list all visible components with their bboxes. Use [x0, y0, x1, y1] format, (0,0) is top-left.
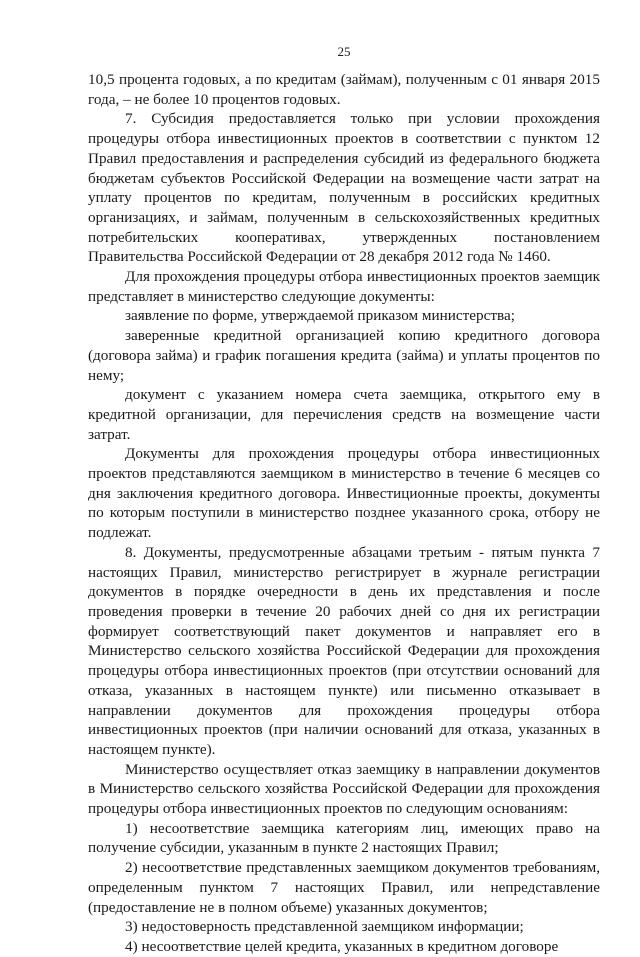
page-number: 25	[337, 44, 351, 59]
paragraph-deadline: Документы для прохождения процедуры отбора инвестиционных проектов представляются заемщиком в министерство в течение 6 месяцев со дня заключения кредитного договора. Инвестиционные проекты, документы по которым поступили в министерство позднее указанного срока, отбору не подлежат.	[88, 445, 600, 542]
document-body	[88, 70, 600, 957]
list-item-1: 1) несоответствие заемщика категориям лиц, имеющих право на получение субсидии, указанным в пункте 2 настоящих Правил;	[88, 819, 600, 857]
list-item-4: 4) несоответствие целей кредита, указанных в кредитном договоре	[125, 937, 559, 955]
paragraph-continuation: 10,5 процента годовых, а по кредитам (займам), полученным с 01 января 2015 года, – не более 10 процентов годовых.	[88, 71, 600, 108]
paragraph-documents-intro: Для прохождения процедуры отбора инвестиционных проектов заемщик представляет в министерство следующие документы:	[88, 268, 600, 305]
paragraph-refusal-grounds: Министерство осуществляет отказ заемщику в направлении документов в Министерство сельского хозяйства Российской Федерации для прохождения процедуры отбора инвестиционных проектов по следующим основаниям:	[88, 760, 600, 818]
paragraph-loan-copy: заверенные кредитной организацией копию кредитного договора (договора займа) и график погашения кредита (займа) и уплаты процентов по нему;	[88, 327, 600, 384]
paragraph-application: заявление по форме, утверждаемой приказом министерства;	[125, 307, 515, 325]
list-item-3: 3) недостоверность представленной заемщиком информации;	[125, 918, 524, 936]
paragraph-item-8: 8. Документы, предусмотренные абзацами третьим - пятым пункта 7 настоящих Правил, министерство регистрирует в журнале регистрации документов в порядке очередности в день их представления и после проведения проверки в течение 20 рабочих дней со дня их регистрации формирует соответствующий пакет документов и направляет его в Министерство сельского хозяйства Российской Федерации для прохождения процедуры отбора инвестиционных проектов (при отсутствии оснований для отказа, указанных в настоящем пункте) или письменно отказывает в направлении документов для прохождения процедуры отбора инвестиционных проектов (при наличии оснований для отказа, указанных в настоящем пункте).	[88, 543, 600, 758]
paragraph-item-7: 7. Субсидия предоставляется только при условии прохождения процедуры отбора инвестиционных проектов в соответствии с пунктом 12 Правил предоставления и распределения субсидий из федерального бюджета бюджетам субъектов Российской Федерации на возмещение части затрат на уплату процентов по кредитам, полученным в российских кредитных организациях, и займам, полученным в сельскохозяйственных кредитных потребительских кооперативах, утвержденных постановлением Правительства Российской Федерации от 28 декабря 2012 года № 1460.	[88, 110, 600, 266]
paragraph-account-document: документ с указанием номера счета заемщика, открытого ему в кредитной организации, для перечисления средств на возмещение части затрат.	[88, 386, 600, 443]
list-item-2: 2) несоответствие представленных заемщиком документов требованиям, определенным пунктом 7 настоящих Правил, или непредставление (предоставление не в полном объеме) указанных документов;	[88, 859, 600, 916]
